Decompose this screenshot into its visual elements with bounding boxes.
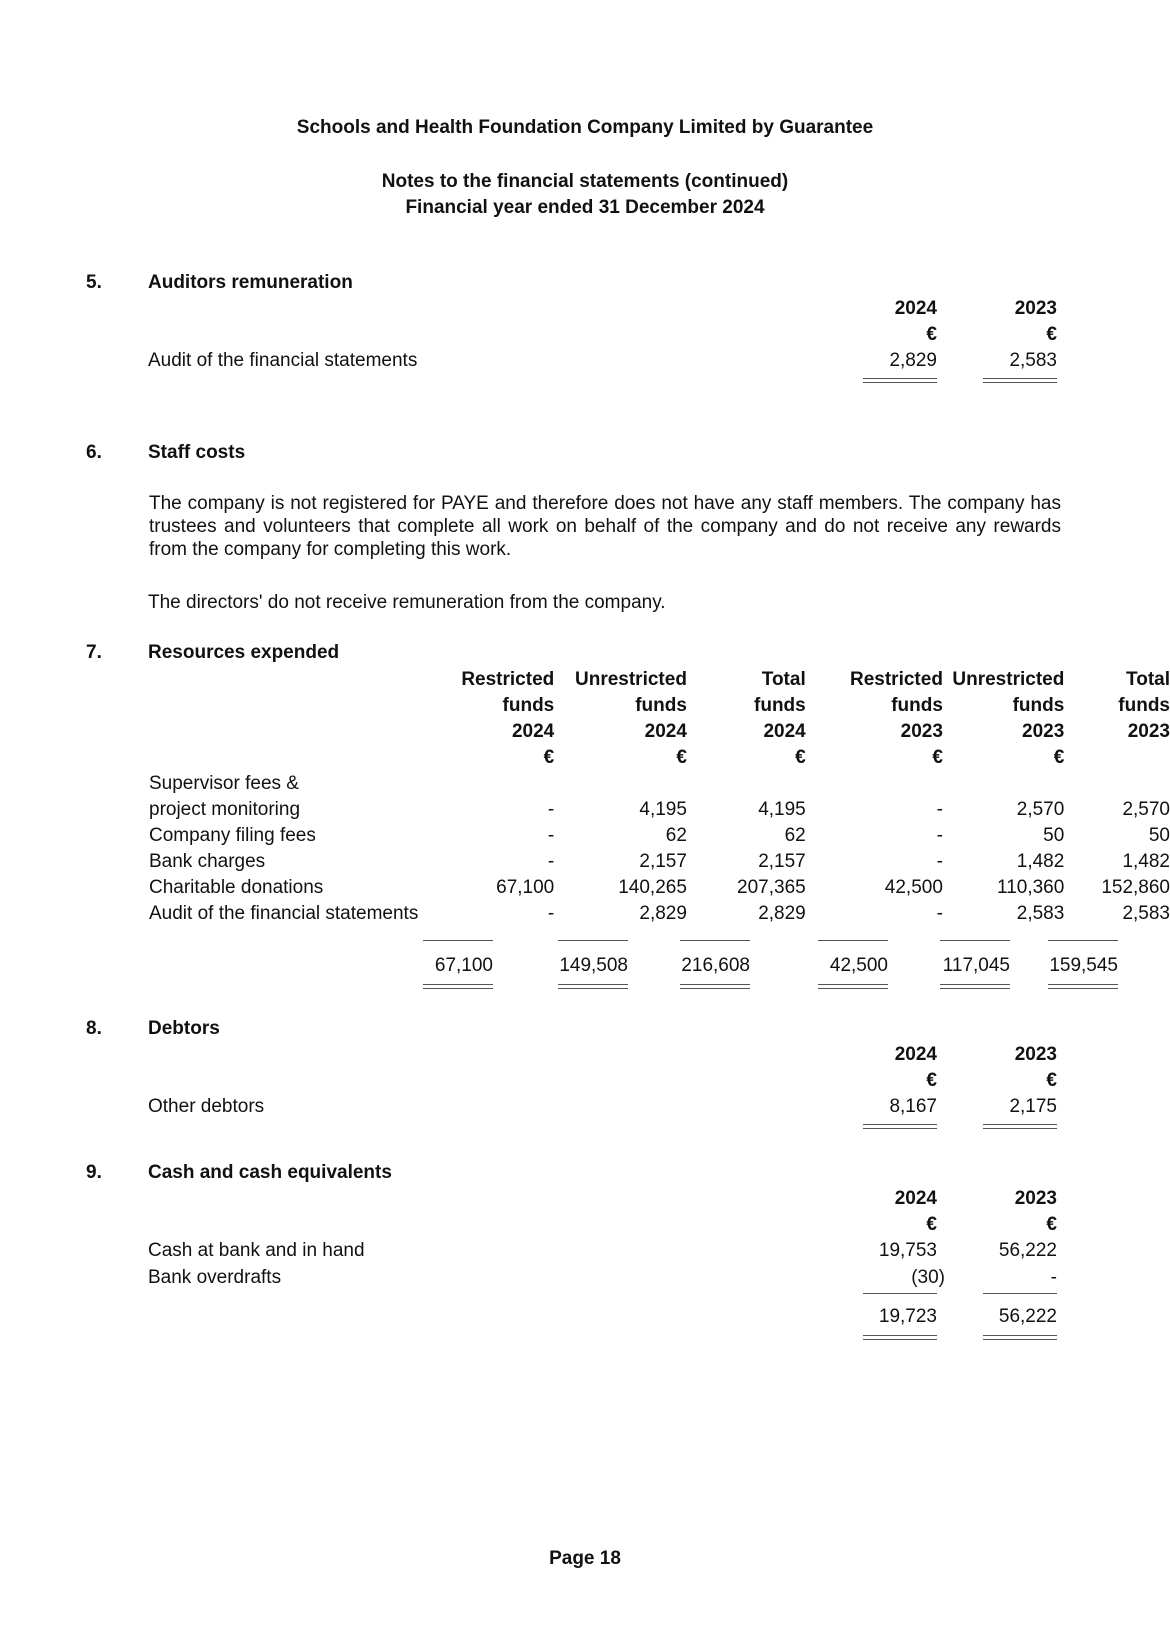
note-6-paragraph-2: The directors' do not receive remuneration from the company.	[148, 592, 666, 613]
note-5-number: 5.	[86, 272, 102, 293]
note-5-title: Auditors remuneration	[148, 272, 353, 293]
table-cell: 62	[784, 825, 806, 846]
row-label: Charitable donations	[149, 877, 324, 898]
table-cell: 140,265	[618, 877, 687, 898]
table-cell: 50	[1043, 825, 1065, 846]
note-5-value-2023: 2,583	[1009, 350, 1057, 371]
row-label: Audit of the financial statements	[149, 903, 419, 924]
table-header-row	[149, 693, 1170, 719]
note-6-title: Staff costs	[148, 442, 246, 463]
note-8-value-2024: 8,167	[889, 1096, 937, 1117]
column-header: Total	[761, 669, 806, 690]
table-cell: 2,829	[639, 903, 687, 924]
subtotal-rule	[558, 940, 628, 941]
note-8-value-2023: 2,175	[1009, 1096, 1057, 1117]
note-5-currency-2023: €	[1046, 324, 1057, 345]
double-underline	[680, 984, 750, 989]
column-header-year: 2024	[511, 721, 555, 742]
total-value: 216,608	[681, 955, 750, 976]
double-underline	[863, 1124, 937, 1129]
note-5-row-label: Audit of the financial statements	[148, 350, 418, 371]
subtotal-rule	[863, 1293, 937, 1294]
total-value: 149,508	[559, 955, 628, 976]
note-7-title: Resources expended	[148, 642, 340, 663]
table-cell: -	[936, 799, 943, 820]
resources-expended-table	[149, 667, 1170, 927]
table-cell: 62	[665, 825, 687, 846]
subtotal-rule	[680, 940, 750, 941]
note-9-row-label: Cash at bank and in hand	[148, 1240, 365, 1261]
note-8-col-2023: 2023	[1014, 1044, 1057, 1065]
note-9-title: Cash and cash equivalents	[148, 1162, 392, 1183]
note-9-total-2023: 56,222	[998, 1306, 1057, 1327]
note-8-currency-2023: €	[1046, 1070, 1057, 1091]
column-header-year: 2023	[900, 721, 943, 742]
currency-symbol: €	[1053, 747, 1065, 768]
double-underline	[940, 984, 1010, 989]
note-9-value-2023: 56,222	[998, 1240, 1057, 1261]
note-5-value-2024: 2,829	[889, 350, 937, 371]
table-cell: -	[936, 825, 943, 846]
row-label: project monitoring	[149, 799, 301, 820]
table-cell: 1,482	[1016, 851, 1065, 872]
note-9-value-2024: (30)	[911, 1267, 945, 1288]
column-header: Restricted	[850, 669, 943, 690]
note-8-row-label: Other debtors	[148, 1096, 265, 1117]
document-subtitle: Notes to the financial statements (continued)	[381, 171, 789, 192]
table-header-row	[149, 719, 1170, 745]
subtotal-rule	[940, 940, 1010, 941]
column-header-year: 2024	[763, 721, 806, 742]
note-9-col-2024: 2024	[894, 1188, 937, 1209]
financial-period: Financial year ended 31 December 2024	[405, 197, 765, 218]
column-header: funds	[502, 695, 555, 716]
column-header: funds	[635, 695, 687, 716]
column-header: funds	[754, 695, 806, 716]
double-underline	[863, 1335, 937, 1340]
note-9-number: 9.	[86, 1162, 102, 1183]
note-9-col-2023: 2023	[1014, 1188, 1057, 1209]
column-header-year: 2024	[644, 721, 687, 742]
note-5-col-2023: 2023	[1014, 298, 1057, 319]
table-cell: 50	[1148, 825, 1170, 846]
double-underline	[818, 984, 888, 989]
note-9-currency-2023: €	[1046, 1214, 1057, 1235]
double-underline	[423, 984, 493, 989]
column-header: Unrestricted	[575, 669, 687, 690]
table-row	[149, 797, 1170, 823]
currency-symbol	[1064, 745, 1170, 771]
column-header: Restricted	[461, 669, 555, 690]
table-cell: 2,157	[758, 851, 806, 872]
subtotal-rule	[983, 1293, 1057, 1294]
table-cell: 2,583	[1122, 903, 1170, 924]
double-underline	[863, 378, 937, 383]
note-9-value-2023: -	[1050, 1267, 1057, 1288]
table-row	[149, 875, 1170, 901]
column-header-year: 2023	[1127, 721, 1170, 742]
table-cell: -	[936, 903, 943, 924]
note-9-value-2024: 19,753	[878, 1240, 937, 1261]
row-label: Supervisor fees &	[149, 773, 299, 794]
table-cell: 152,860	[1101, 877, 1170, 898]
note-6-number: 6.	[86, 442, 102, 463]
table-cell: -	[547, 799, 555, 820]
table-cell: -	[547, 903, 555, 924]
page-number: Page 18	[549, 1548, 621, 1569]
table-cell: 67,100	[496, 877, 555, 898]
note-7-number: 7.	[86, 642, 102, 663]
subtotal-rule	[818, 940, 888, 941]
currency-symbol: €	[795, 747, 806, 768]
total-value: 117,045	[942, 955, 1010, 976]
total-value: 159,545	[1049, 955, 1118, 976]
table-cell: 207,365	[737, 877, 806, 898]
total-value: 42,500	[829, 955, 888, 976]
note-8-currency-2024: €	[926, 1070, 937, 1091]
column-header: Unrestricted	[952, 669, 1065, 690]
table-cell: 42,500	[884, 877, 943, 898]
currency-symbol: €	[543, 747, 555, 768]
table-cell: 2,583	[1016, 903, 1065, 924]
row-label: Bank charges	[149, 851, 266, 872]
table-cell: -	[936, 851, 943, 872]
table-cell: 4,195	[758, 799, 806, 820]
column-header-year: 2023	[1022, 721, 1065, 742]
note-5-currency-2024: €	[926, 324, 937, 345]
note-9-total-2024: 19,723	[878, 1306, 937, 1327]
table-cell: 4,195	[639, 799, 687, 820]
currency-symbol: €	[676, 747, 687, 768]
row-label: Company filing fees	[149, 825, 316, 846]
note-5-col-2024: 2024	[894, 298, 937, 319]
table-row	[149, 771, 1170, 797]
table-cell: 2,570	[1122, 799, 1170, 820]
note-6-paragraph-1: The company is not registered for PAYE and therefore does not have any staff members. The company has trustees and volunteers that complete all work on behalf of the company and do not receive any rewards from the company for completing this work.	[149, 493, 1061, 560]
table-cell: -	[547, 825, 555, 846]
column-header: funds	[1118, 695, 1170, 716]
table-cell: -	[547, 851, 555, 872]
company-name: Schools and Health Foundation Company Limited by Guarantee	[296, 117, 874, 138]
table-cell: 2,157	[639, 851, 687, 872]
column-header: funds	[891, 695, 943, 716]
double-underline	[558, 984, 628, 989]
subtotal-rule	[423, 940, 493, 941]
table-cell: 1,482	[1122, 851, 1170, 872]
total-value: 67,100	[434, 955, 493, 976]
table-row	[149, 849, 1170, 875]
currency-symbol: €	[932, 747, 943, 768]
table-currency-row	[149, 745, 1170, 771]
note-9-currency-2024: €	[926, 1214, 937, 1235]
note-8-number: 8.	[86, 1018, 102, 1039]
note-9-row-label: Bank overdrafts	[148, 1267, 282, 1288]
table-cell: 110,360	[997, 877, 1065, 898]
column-header: funds	[1012, 695, 1065, 716]
table-row	[149, 901, 1170, 927]
double-underline	[983, 378, 1057, 383]
subtotal-rule	[1048, 940, 1118, 941]
column-header: Total	[1126, 669, 1170, 690]
table-header-row	[149, 667, 1170, 693]
double-underline	[1048, 984, 1118, 989]
note-8-col-2024: 2024	[894, 1044, 937, 1065]
table-cell: 2,570	[1016, 799, 1065, 820]
table-cell: 2,829	[758, 903, 806, 924]
double-underline	[983, 1335, 1057, 1340]
table-row	[149, 823, 1170, 849]
note-8-title: Debtors	[148, 1018, 220, 1039]
double-underline	[983, 1124, 1057, 1129]
